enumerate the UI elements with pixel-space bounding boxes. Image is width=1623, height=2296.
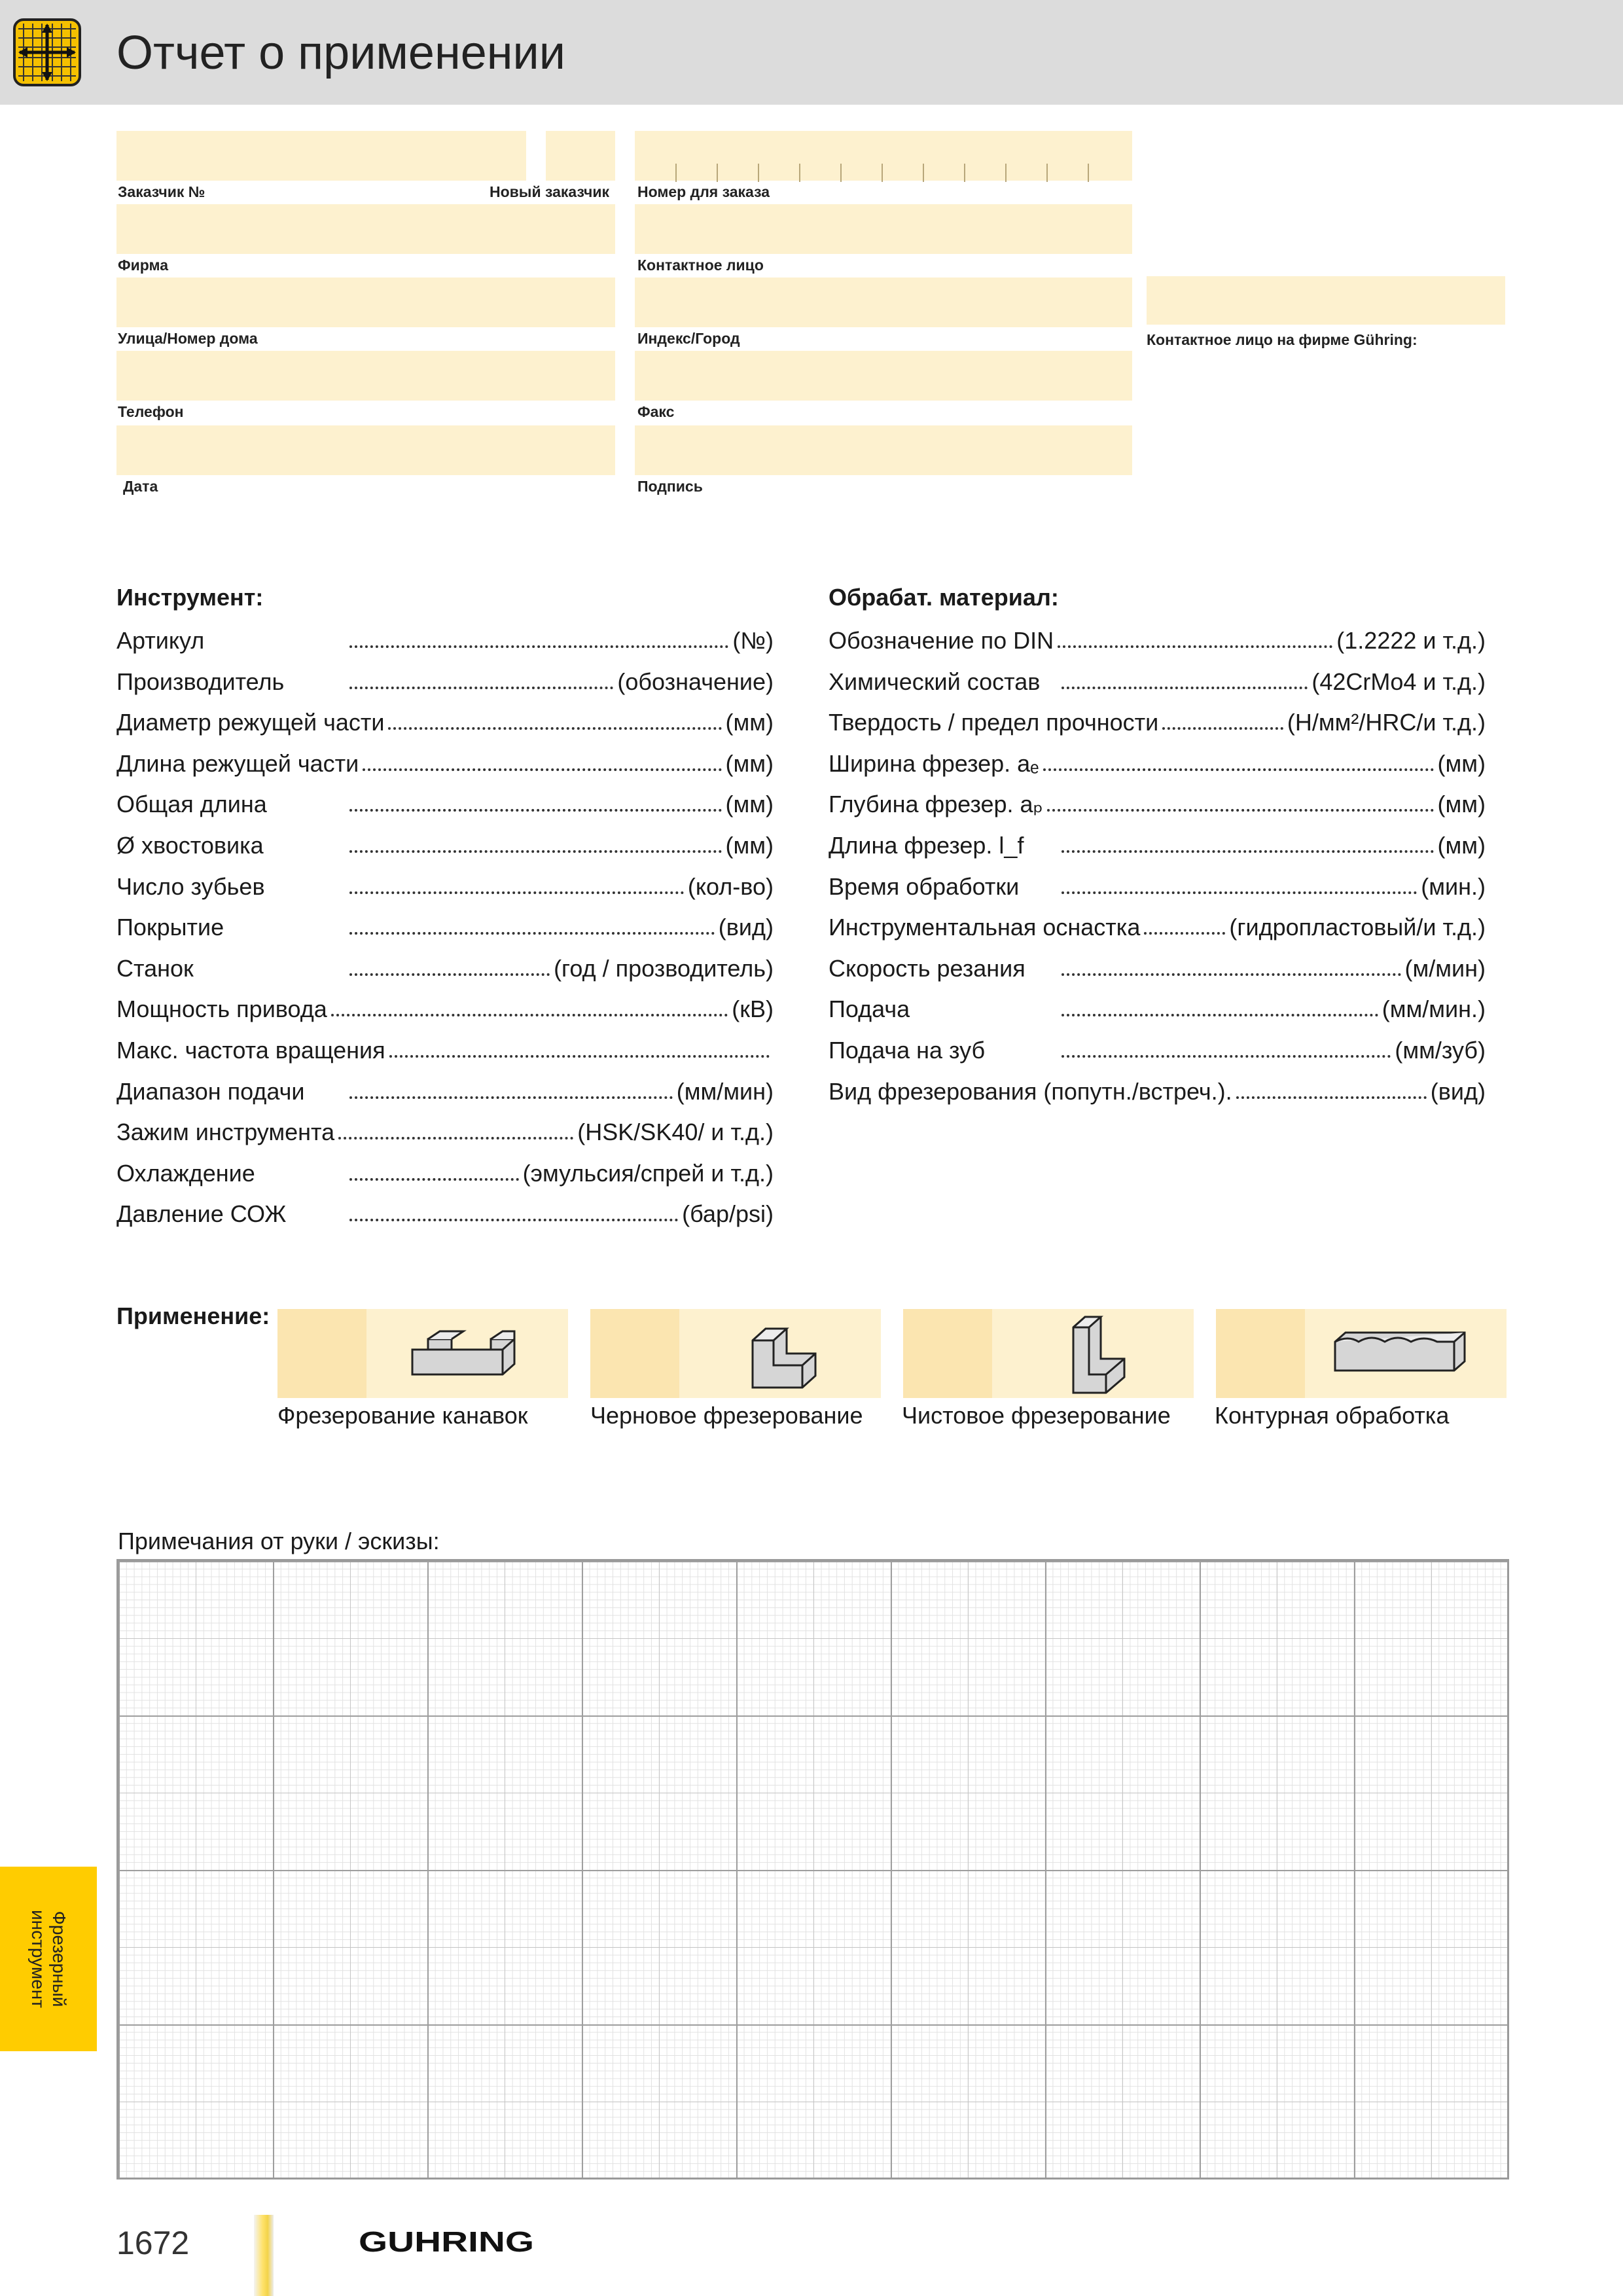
material-row-fill-line[interactable] xyxy=(1061,1055,1391,1058)
material-row-fill-line[interactable] xyxy=(1058,645,1332,648)
order-number-ticks xyxy=(635,164,1132,182)
tool-row-unit: (HSK/SK40/ и т.д.) xyxy=(577,1119,774,1146)
footer-stripe xyxy=(254,2215,274,2296)
slot-milling-icon xyxy=(410,1330,517,1378)
order-number-label: Номер для заказа xyxy=(637,183,770,200)
tool-row-label: Диапазон подачи xyxy=(116,1077,305,1105)
side-tab-line1: Фрезерный xyxy=(49,1910,69,2007)
fax-field[interactable] xyxy=(635,351,1132,401)
material-row-unit: (вид) xyxy=(1430,1077,1486,1105)
street-label: Улица/Номер дома xyxy=(118,330,258,347)
tool-row-fill-line[interactable] xyxy=(349,932,715,935)
finishing-icon xyxy=(1071,1314,1127,1395)
tool-row-unit: (кол-во) xyxy=(687,872,774,900)
material-row-label: Скорость резания xyxy=(829,954,1026,982)
postcode-city-field[interactable] xyxy=(635,278,1132,327)
material-row-label: Химический состав xyxy=(829,668,1041,695)
phone-label: Телефон xyxy=(118,403,184,420)
guhring-logo xyxy=(359,2224,535,2263)
tool-row-unit: (мм) xyxy=(725,832,774,859)
material-row-unit: (1.2222 и т.д.) xyxy=(1336,627,1486,654)
signature-label: Подпись xyxy=(637,478,703,495)
tool-row-fill-line[interactable] xyxy=(349,687,613,689)
tool-row-unit: (мм) xyxy=(725,791,774,818)
material-row-unit: (мм/зуб) xyxy=(1395,1037,1486,1064)
material-row xyxy=(829,865,1486,901)
tool-row xyxy=(116,1111,774,1146)
contour-option[interactable] xyxy=(1216,1309,1507,1398)
tool-row xyxy=(116,1193,774,1228)
material-row-fill-line[interactable] xyxy=(1061,891,1417,894)
material-row xyxy=(829,701,1486,736)
tool-row-unit: (вид) xyxy=(718,914,774,941)
new-customer-field[interactable] xyxy=(546,131,615,181)
tool-section-title: Инструмент: xyxy=(116,584,264,611)
material-row-label: Инструментальная оснастка xyxy=(829,914,1141,941)
tool-row xyxy=(116,906,774,941)
customer-number-field[interactable] xyxy=(116,131,526,181)
page-number: 1672 xyxy=(116,2225,190,2261)
tool-row-fill-line[interactable] xyxy=(338,1137,573,1139)
tool-row-unit: (№) xyxy=(732,627,774,654)
tool-row-fill-line[interactable] xyxy=(349,809,722,812)
material-row-label: Ширина фрезер. aₑ xyxy=(829,749,1039,777)
material-row-unit: (м/мин) xyxy=(1404,954,1486,982)
material-row-label: Обозначение по DIN xyxy=(829,627,1054,654)
tool-row-unit: (кВ) xyxy=(732,996,774,1023)
tool-row-label: Диаметр режущей части xyxy=(116,709,385,736)
tool-row xyxy=(116,660,774,696)
contour-label: Контурная обработка xyxy=(1215,1402,1450,1429)
tool-row-unit: (год / прозводитель) xyxy=(554,954,774,982)
material-row-unit: (мм) xyxy=(1437,791,1486,818)
tool-row xyxy=(116,1070,774,1105)
tool-row-unit: (мм) xyxy=(725,749,774,777)
tool-row-label: Общая длина xyxy=(116,791,267,818)
material-row-unit: (мм) xyxy=(1437,749,1486,777)
contour-milling-icon xyxy=(1332,1329,1467,1373)
material-row-label: Вид фрезерования (попутн./встреч.). xyxy=(829,1077,1232,1105)
tool-row-label: Производитель xyxy=(116,668,285,695)
material-row-fill-line[interactable] xyxy=(1043,768,1434,771)
material-row-label: Подача xyxy=(829,996,910,1023)
material-row-fill-line[interactable] xyxy=(1047,809,1434,812)
contour-checkbox[interactable] xyxy=(1216,1309,1305,1398)
material-row xyxy=(829,660,1486,696)
tool-row-fill-line[interactable] xyxy=(389,1055,770,1058)
tool-row-label: Охлаждение xyxy=(116,1159,255,1187)
tool-row xyxy=(116,865,774,901)
tool-row-label: Зажим инструмента xyxy=(116,1119,335,1146)
new-customer-label: Новый заказчик xyxy=(490,183,610,200)
material-row-fill-line[interactable] xyxy=(1061,687,1308,689)
date-field[interactable] xyxy=(116,425,615,475)
tool-row-unit: (мм) xyxy=(725,709,774,736)
tool-row-label: Мощность привода xyxy=(116,996,327,1023)
contact-person-label: Контактное лицо xyxy=(637,257,764,274)
guhring-contact-label: Контактное лицо на фирме Gühring: xyxy=(1147,331,1418,348)
material-row-unit: (мм/мин.) xyxy=(1382,996,1486,1023)
material-row xyxy=(829,824,1486,859)
tool-row-fill-line[interactable] xyxy=(363,768,721,771)
material-row-label: Длина фрезер. l_f xyxy=(829,832,1024,859)
guhring-contact-field[interactable] xyxy=(1147,276,1505,325)
tool-row-label: Число зубьев xyxy=(116,872,265,900)
tool-row-label: Макс. частота вращения xyxy=(116,1037,385,1064)
tool-row-label: Длина режущей части xyxy=(116,749,359,777)
tool-row xyxy=(116,701,774,736)
customer-number-label: Заказчик № xyxy=(118,183,205,200)
roughing-option[interactable] xyxy=(590,1309,881,1398)
material-row-fill-line[interactable] xyxy=(1061,850,1434,853)
material-section-title: Обрабат. материал: xyxy=(829,584,1059,611)
date-label: Дата xyxy=(123,478,158,495)
material-row-unit: (мм) xyxy=(1437,832,1486,859)
material-row-label: Твердость / предел прочности xyxy=(829,709,1159,736)
material-row xyxy=(829,1070,1486,1105)
material-row-fill-line[interactable] xyxy=(1236,1096,1427,1099)
roughing-label: Черновое фрезерование xyxy=(590,1402,863,1429)
application-section-title: Применение: xyxy=(116,1302,270,1329)
slot-milling-option[interactable] xyxy=(277,1309,568,1398)
material-row xyxy=(829,1029,1486,1064)
tool-row-label: Станок xyxy=(116,954,194,982)
tool-row-fill-line[interactable] xyxy=(349,973,550,976)
roughing-checkbox[interactable] xyxy=(590,1309,679,1398)
tool-row-fill-line[interactable] xyxy=(349,645,728,648)
notes-title: Примечания от руки / эскизы: xyxy=(118,1528,440,1554)
fax-label: Факс xyxy=(637,403,675,420)
side-tab-label xyxy=(27,1910,69,2008)
postcode-city-label: Индекс/Город xyxy=(637,330,740,347)
material-row xyxy=(829,742,1486,778)
finishing-checkbox[interactable] xyxy=(903,1309,992,1398)
finishing-label: Чистовое фрезерование xyxy=(902,1402,1171,1429)
material-row xyxy=(829,619,1486,655)
material-row-fill-line[interactable] xyxy=(1061,973,1401,976)
tool-row-label: Артикул xyxy=(116,627,205,654)
material-row-unit: (гидропластовый/и т.д.) xyxy=(1229,914,1486,941)
tool-row xyxy=(116,619,774,655)
page-title: Отчет о применении xyxy=(116,27,565,79)
material-row xyxy=(829,947,1486,982)
material-row-label: Подача на зуб xyxy=(829,1037,986,1064)
material-row-fill-line[interactable] xyxy=(1061,1014,1378,1016)
tool-row xyxy=(116,947,774,982)
contact-person-field[interactable] xyxy=(635,204,1132,254)
material-row-fill-line[interactable] xyxy=(1144,932,1225,935)
material-row-unit: (Н/мм²/HRC/и т.д.) xyxy=(1287,709,1486,736)
material-row-label: Время обработки xyxy=(829,872,1020,900)
tool-row xyxy=(116,1029,774,1064)
target-grid-icon xyxy=(13,18,81,86)
tool-row xyxy=(116,824,774,859)
tool-row xyxy=(116,988,774,1023)
tool-row xyxy=(116,783,774,818)
tool-row-label: Покрытие xyxy=(116,914,224,941)
tool-row-unit: (мм/мин) xyxy=(676,1077,774,1105)
company-label: Фирма xyxy=(118,257,169,274)
tool-row-unit: (бар/psi) xyxy=(682,1200,774,1228)
material-row-label: Глубина фрезер. aₚ xyxy=(829,791,1043,818)
tool-row-fill-line[interactable] xyxy=(388,727,721,730)
material-row xyxy=(829,906,1486,941)
sketch-grid[interactable] xyxy=(116,1559,1509,2179)
phone-field[interactable] xyxy=(116,351,615,401)
material-row xyxy=(829,783,1486,818)
material-row-unit: (42CrMo4 и т.д.) xyxy=(1311,668,1486,695)
tool-row-fill-line[interactable] xyxy=(349,1096,673,1099)
side-tab-line2: инструмент xyxy=(28,1910,48,2008)
finishing-option[interactable] xyxy=(903,1309,1194,1398)
tool-row xyxy=(116,1152,774,1187)
material-row-unit: (мин.) xyxy=(1421,872,1486,900)
tool-row-label: Ø хвостовика xyxy=(116,832,264,859)
street-field[interactable] xyxy=(116,278,615,327)
slot-milling-label: Фрезерование канавок xyxy=(277,1402,528,1429)
tool-row-fill-line[interactable] xyxy=(349,850,722,853)
slot-milling-checkbox[interactable] xyxy=(277,1309,366,1398)
signature-field[interactable] xyxy=(635,425,1132,475)
tool-row-fill-line[interactable] xyxy=(349,891,684,894)
tool-row-fill-line[interactable] xyxy=(331,1014,728,1016)
material-row xyxy=(829,988,1486,1023)
tool-row xyxy=(116,742,774,778)
tool-row-unit: (эмульсия/спрей и т.д.) xyxy=(522,1159,774,1187)
tool-row-fill-line[interactable] xyxy=(349,1178,519,1181)
roughing-icon xyxy=(750,1321,818,1389)
material-row-fill-line[interactable] xyxy=(1162,727,1283,730)
company-field[interactable] xyxy=(116,204,615,254)
tool-row-fill-line[interactable] xyxy=(349,1219,678,1221)
svg-text:GUHRING: GUHRING xyxy=(359,2226,534,2258)
tool-row-unit: (обозначение) xyxy=(617,668,774,695)
tool-row-label: Давление СОЖ xyxy=(116,1200,287,1228)
